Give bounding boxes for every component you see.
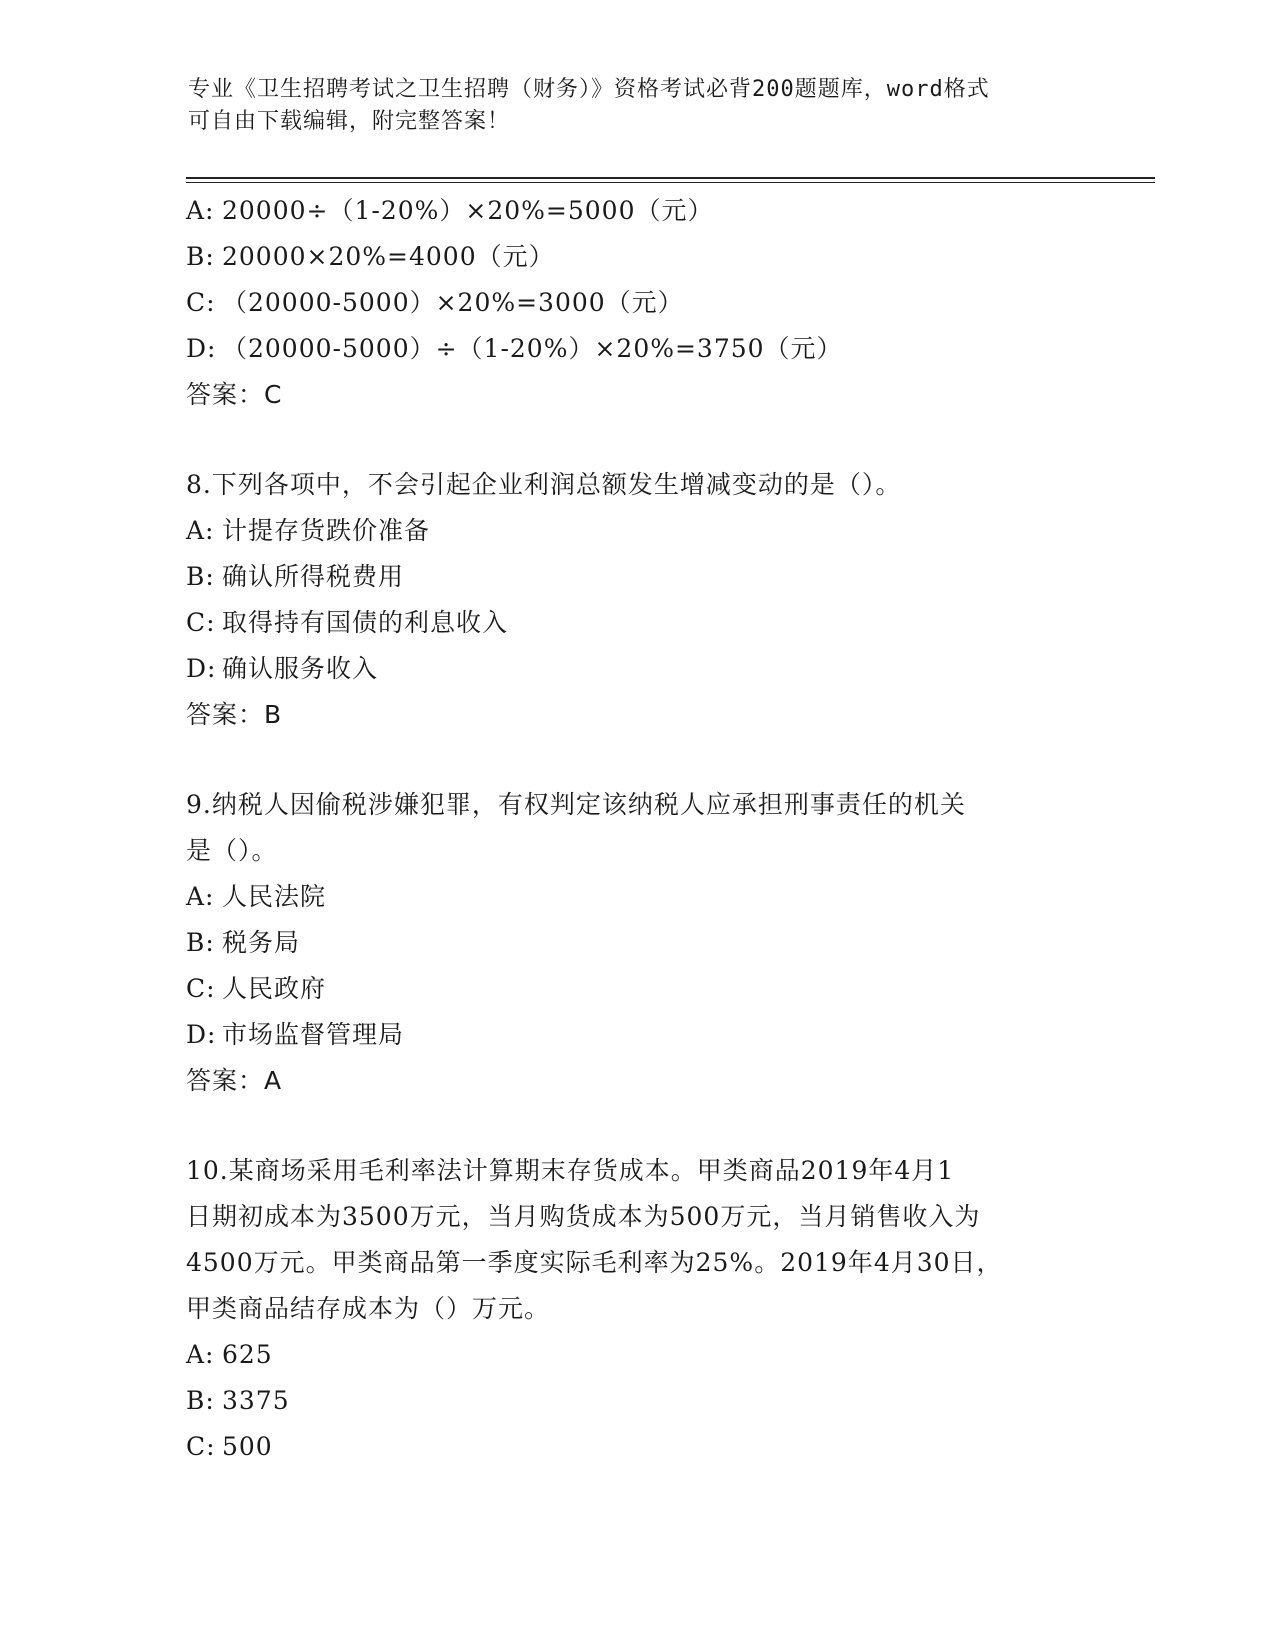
question-text-line4: 甲类商品结存成本为（）万元。 — [186, 1294, 551, 1323]
option-a — [186, 188, 1086, 234]
option-text: 20000÷（1-20%）×20%=5000（元） — [222, 196, 714, 225]
option-c — [186, 966, 1086, 1012]
header-rule-thick — [186, 177, 1155, 179]
option-letter: A: — [186, 882, 215, 911]
option-letter: A: — [186, 196, 215, 225]
option-text: 市场监督管理局 — [222, 1020, 405, 1049]
question-10 — [186, 1148, 1086, 1470]
option-text: （20000-5000）×20%=3000（元） — [222, 288, 684, 317]
option-text: 税务局 — [222, 928, 301, 957]
header-title-line2: 可自由下载编辑，附完整答案！ — [188, 109, 511, 134]
option-a — [186, 508, 1086, 554]
option-letter: B: — [186, 1386, 215, 1415]
option-b — [186, 234, 1086, 280]
option-d — [186, 1012, 1086, 1058]
option-b — [186, 920, 1086, 966]
question-7 — [186, 188, 1086, 418]
option-letter: B: — [186, 242, 215, 271]
option-text: 人民法院 — [222, 882, 327, 911]
question-text: 8.下列各项中，不会引起企业利润总额发生增减变动的是（）。 — [186, 470, 902, 499]
option-letter: B: — [186, 928, 215, 957]
option-letter: D: — [186, 654, 217, 683]
question-text-line1: 9.纳税人因偷税涉嫌犯罪，有权判定该纳税人应承担刑事责任的机关 — [186, 790, 966, 819]
option-letter: C: — [186, 608, 216, 637]
option-letter: C: — [186, 288, 216, 317]
option-text: 人民政府 — [222, 974, 327, 1003]
option-letter: C: — [186, 974, 216, 1003]
option-text: （20000-5000）÷（1-20%）×20%=3750（元） — [222, 334, 843, 363]
option-text: 3375 — [222, 1386, 290, 1415]
option-text: 500 — [222, 1432, 273, 1461]
option-b — [186, 554, 1086, 600]
spacer — [186, 738, 1086, 782]
option-letter: D: — [186, 1020, 217, 1049]
option-text: 计提存货跌价准备 — [222, 516, 431, 545]
question-text-line3: 4500万元。甲类商品第一季度实际毛利率为25%。2019年4月30日， — [186, 1248, 1003, 1277]
option-text: 20000×20%=4000（元） — [222, 242, 555, 271]
question-text-line2: 是（）。 — [186, 836, 278, 865]
option-c — [186, 1424, 1086, 1470]
option-letter: A: — [186, 516, 215, 545]
answer-line: 答案：A — [186, 1066, 283, 1095]
option-b — [186, 1378, 1086, 1424]
question-9 — [186, 782, 1086, 1104]
question-text-line1: 10.某商场采用毛利率法计算期末存货成本。甲类商品2019年4月1 — [186, 1156, 955, 1185]
page-header — [188, 74, 1088, 138]
option-letter: D: — [186, 334, 217, 363]
option-c — [186, 280, 1086, 326]
answer-line: 答案：B — [186, 700, 283, 729]
option-text: 确认所得税费用 — [222, 562, 405, 591]
spacer — [186, 418, 1086, 462]
option-c — [186, 600, 1086, 646]
option-text: 625 — [222, 1340, 273, 1369]
option-letter: C: — [186, 1432, 216, 1461]
spacer — [186, 1104, 1086, 1148]
option-d — [186, 326, 1086, 372]
option-a — [186, 874, 1086, 920]
header-title-line1: 专业《卫生招聘考试之卫生招聘（财务）》资格考试必背200题题库，word格式 — [188, 77, 990, 102]
option-text: 确认服务收入 — [222, 654, 379, 683]
option-letter: B: — [186, 562, 215, 591]
option-letter: A: — [186, 1340, 215, 1369]
question-list — [186, 188, 1086, 1470]
question-8 — [186, 462, 1086, 738]
option-d — [186, 646, 1086, 692]
question-text-line2: 日期初成本为3500万元，当月购货成本为500万元，当月销售收入为 — [186, 1202, 981, 1231]
option-a — [186, 1332, 1086, 1378]
header-rule-thin — [186, 182, 1155, 183]
answer-line: 答案：C — [186, 380, 283, 409]
option-text: 取得持有国债的利息收入 — [222, 608, 509, 637]
